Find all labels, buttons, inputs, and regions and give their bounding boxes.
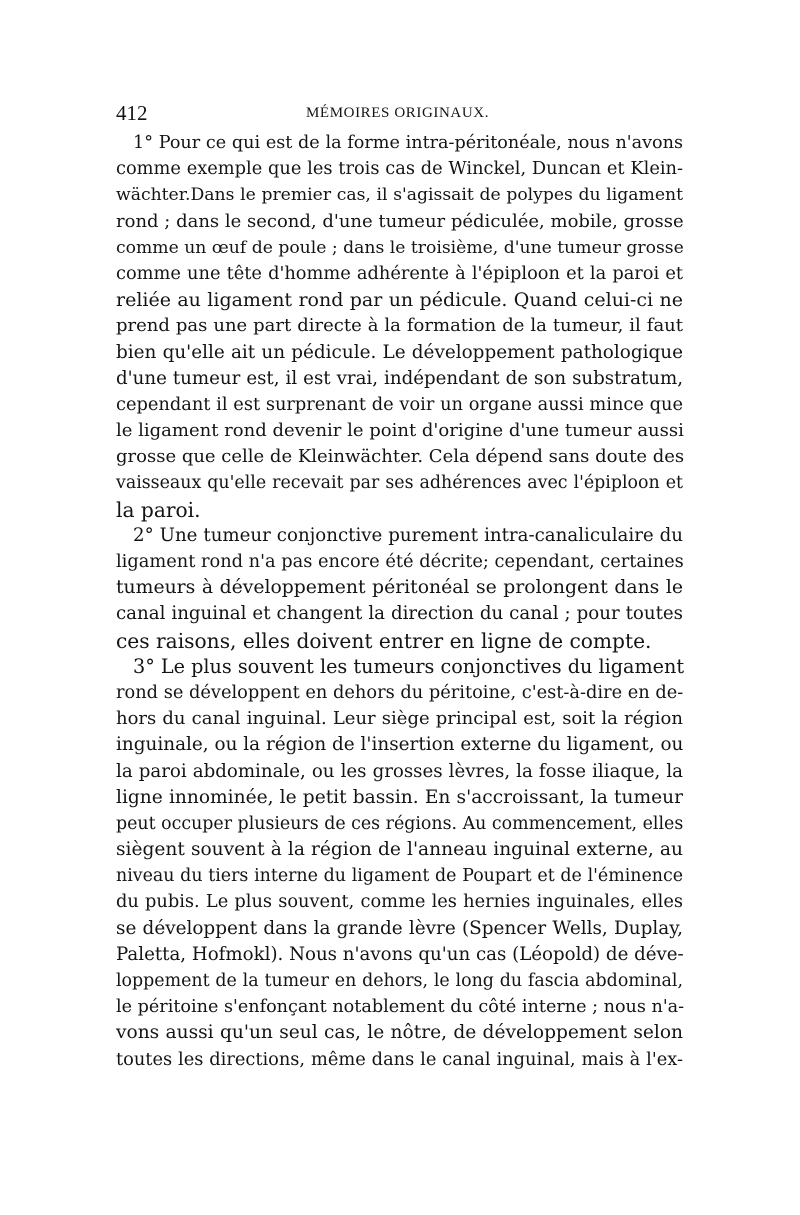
text-line: reliée au ligament rond par un pédicule. Quand celui-ci ne	[116, 289, 683, 312]
text-line: tumeurs à développement péritonéal se prolongent dans le	[116, 577, 683, 599]
text-line: cependant il est surprenant de voir un organe aussi mince que	[116, 393, 683, 415]
text-line: 1° Pour ce qui est de la forme intra-péritonéale, nous n'avons	[133, 133, 683, 153]
text-line: hors du canal inguinal. Leur siège principal est, soit la région	[116, 708, 683, 730]
text-line: comme une tête d'homme adhérente à l'épiploon et la paroi et	[116, 262, 683, 284]
text-line: comme un œuf de poule ; dans le troisième, d'une tumeur grosse	[116, 237, 684, 258]
text-line: vons aussi qu'un seul cas, le nôtre, de développement selon	[116, 1022, 683, 1044]
text-line: se développent dans la grande lèvre (Spencer Wells, Duplay,	[116, 917, 683, 939]
text-line: du pubis. Le plus souvent, comme les hernies inguinales, elles	[116, 891, 683, 913]
text-line: le péritoine s'enfonçant notablement du côté interne ; nous n'a-	[116, 997, 685, 1018]
text-line: canal inguinal et changent la direction du canal ; pour toutes	[116, 603, 683, 625]
text-line: d'une tumeur est, il est vrai, indépendant de son substratum,	[116, 367, 683, 389]
text-line: inguinale, ou la région de l'insertion externe du ligament, ou	[116, 734, 684, 756]
running-header	[116, 98, 683, 128]
text-line: 2° Une tumeur conjonctive purement intra-canaliculaire du	[133, 524, 683, 546]
text-line: le ligament rond devenir le point d'origine d'une tumeur aussi	[116, 420, 684, 442]
text-line: rond se développent en dehors du péritoine, c'est-à-dire en de-	[116, 681, 684, 703]
text-line: wächter.Dans le premier cas, il s'agissait de polypes du ligament	[116, 185, 683, 206]
text-line: toutes les directions, même dans le canal inguinal, mais à l'ex-	[116, 1048, 683, 1070]
running-title: MÉMOIRES ORIGINAUX.	[306, 105, 490, 121]
text-line: comme exemple que les trois cas de Winckel, Duncan et Klein-	[116, 158, 683, 180]
paragraph-3	[116, 654, 683, 1073]
text-line: la paroi abdominale, ou les grosses lèvres, la fosse iliaque, la	[116, 760, 683, 782]
text-line: siègent souvent à la région de l'anneau inguinal externe, au	[116, 839, 683, 861]
text-line: rond ; dans le second, d'une tumeur pédiculée, mobile, grosse	[116, 210, 684, 232]
text-line: ligament rond n'a pas encore été décrite; cependant, certaines	[116, 551, 684, 572]
text-line: vaisseaux qu'elle recevait par ses adhérences avec l'épiploon et	[116, 473, 683, 494]
page-number: 412	[116, 101, 148, 125]
text-line: grosse que celle de Kleinwächter. Cela dépend sans doute des	[116, 446, 685, 468]
text-line: prend pas une part directe à la formation de la tumeur, il faut	[116, 315, 683, 337]
paragraph-1	[116, 130, 683, 523]
text-line: bien qu'elle ait un pédicule. Le développement pathologique	[116, 341, 683, 363]
text-line: niveau du tiers interne du ligament de Poupart et de l'éminence	[116, 866, 683, 887]
text-line: ces raisons, elles doivent entrer en ligne de compte.	[116, 628, 652, 653]
text-line: peut occuper plusieurs de ces régions. Au commencement, elles	[116, 813, 684, 834]
text-line: ligne innominée, le petit bassin. En s'accroissant, la tumeur	[116, 786, 683, 808]
text-line: loppement de la tumeur en dehors, le long du fascia abdominal,	[116, 971, 683, 991]
text-line: la paroi.	[116, 497, 201, 522]
text-line: 3° Le plus souvent les tumeurs conjonctives du ligament	[133, 654, 685, 678]
text-line: Paletta, Hofmokl). Nous n'avons qu'un cas (Léopold) de déve-	[116, 943, 684, 965]
paragraph-2	[116, 523, 683, 654]
body-text	[116, 130, 683, 1073]
